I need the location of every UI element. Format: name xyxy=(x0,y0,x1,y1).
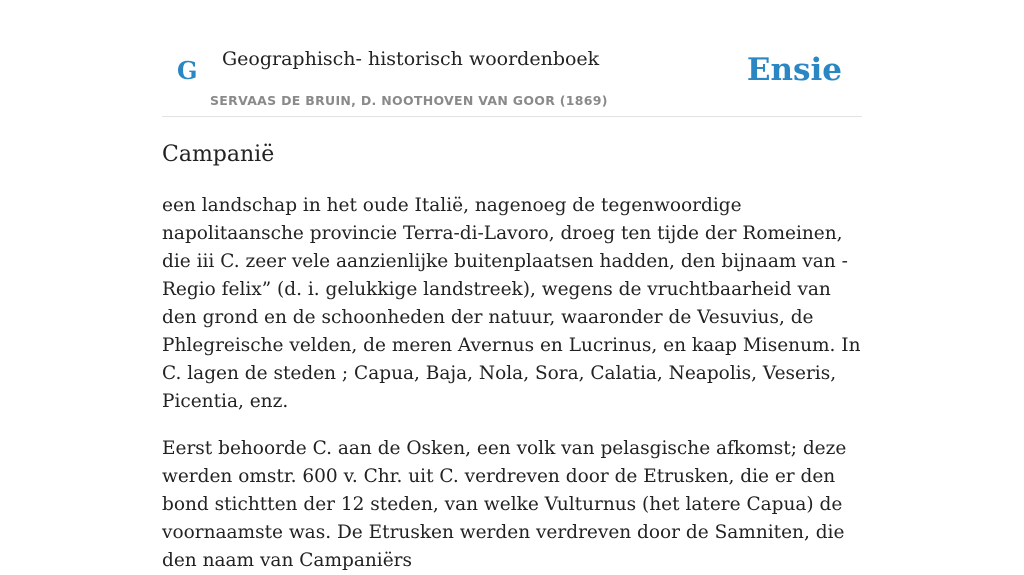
book-author: SERVAAS DE BRUIN, D. NOOTHOVEN VAN GOOR (1869) xyxy=(210,93,608,108)
article-paragraph: Eerst behoorde C. aan de Osken, een volk van pelasgische afkomst; deze werden omstr. 600 v. Chr. uit C. verdreven door de Etrusken, die er den bond stichtten der 12 steden, van welke Vulturnus (het latere Capua) de voornaamste was. De Etrusken werden verdreven door de Samniten, die den naam van Campaniërs xyxy=(162,438,847,571)
article-title: Campanië xyxy=(162,142,275,167)
book-title[interactable]: Geographisch- historisch woordenboek xyxy=(222,48,600,70)
book-logo-link[interactable]: G xyxy=(177,56,198,85)
article xyxy=(162,138,862,575)
article-paragraph: een landschap in het oude Italië, nagenoeg de tegenwoordige napolitaansche provincie Terra-di-Lavoro, droeg ten tijde der Romeinen, die iii C. zeer vele aanzienlijke buitenplaatsen hadden, den bijnaam van -Regio felix” (d. i. gelukkige landstreek), wegens de vruchtbaarheid van den grond en de schoonheden der natuur, waaronder de Vesuvius, de Phlegreische velden, de meren Avernus en Lucrinus, en kaap Misenum. In C. lagen de steden ; Capua, Baja, Nola, Sora, Calatia, Neapolis, Veseris, Picentia, enz. xyxy=(162,195,861,412)
ensie-logo-link[interactable]: Ensie xyxy=(746,52,842,88)
page-header xyxy=(162,0,862,117)
